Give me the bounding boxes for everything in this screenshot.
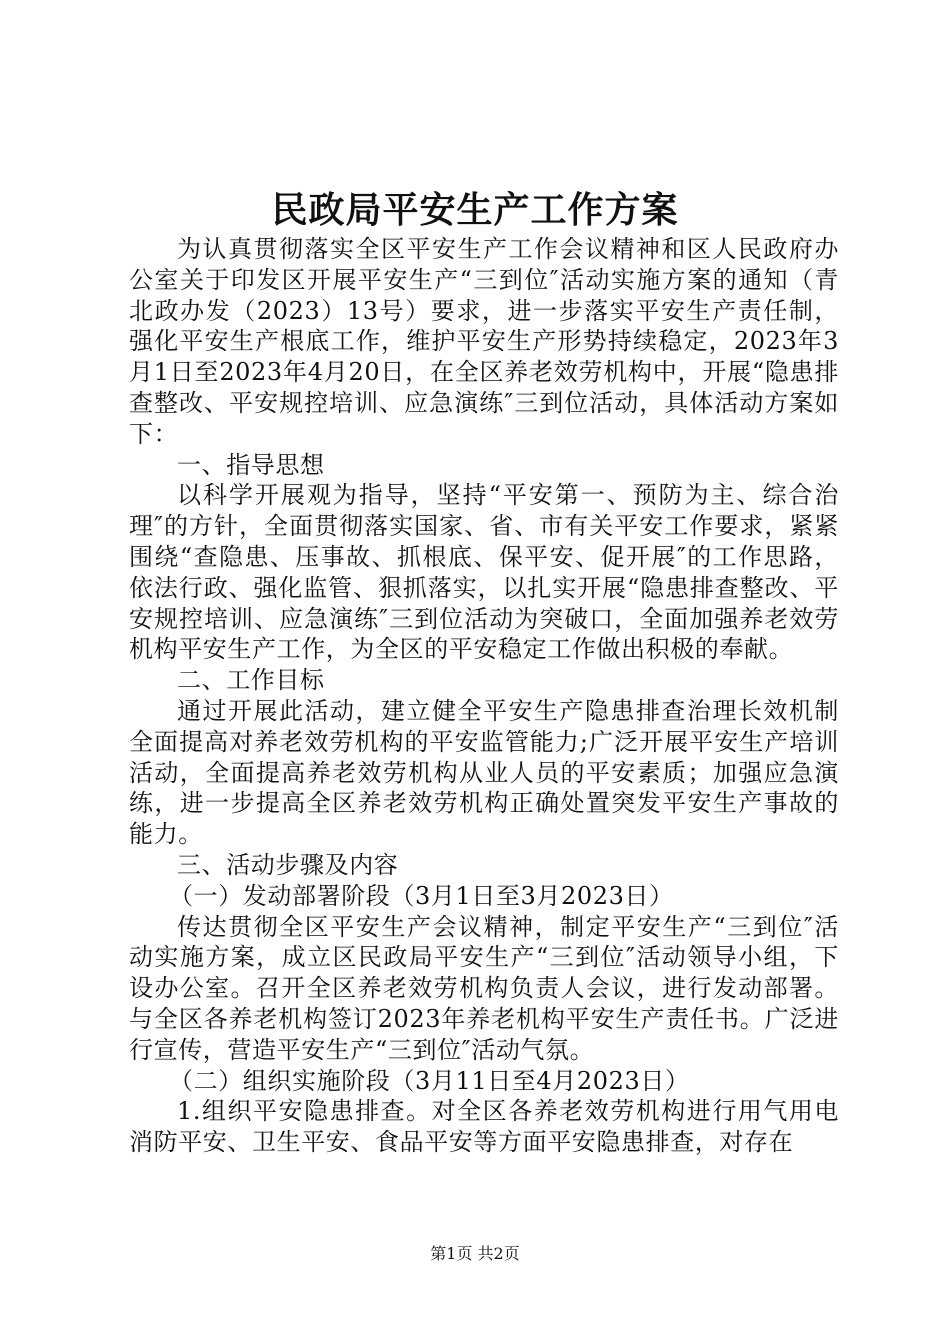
- section-heading-guiding-ideology: 一、指导思想: [177, 450, 325, 479]
- mobilization-paragraph: 传达贯彻全区平安生产会议精神，制定平安生产“三到位″活动实施方案，成立区民政局平安生产“三到位″活动领导小组，下设办公室。召开全区养老效劳机构负责人会议，进行发动部署。与全区各养老机构签订2023年养老机构平安生产责任书。广泛进行宣传，营造平安生产“三到位″活动气氛。: [129, 912, 839, 1064]
- implementation-paragraph: 1.组织平安隐患排查。对全区各养老效劳机构进行用气用电消防平安、卫生平安、食品平安等方面平安隐患排查，对存在: [129, 1097, 839, 1157]
- guiding-ideology-paragraph: 以科学开展观为指导，坚持“平安第一、预防为主、综合治理″的方针，全面贯彻落实国家、省、市有关平安工作要求，紧紧围绕“查隐患、压事故、抓根底、保平安、促开展″的工作思路，依法行政、强化监管、狠抓落实，以扎实开展“隐患排查整改、平安规控培训、应急演练″三到位活动为突破口，全面加强养老效劳机构平安生产工作，为全区的平安稳定工作做出积极的奉献。: [129, 481, 839, 664]
- subsection-heading-implementation: （二）组织实施阶段（3月11日至4月2023日）: [169, 1066, 690, 1095]
- document-title: 民政局平安生产工作方案: [271, 189, 679, 231]
- subsection-heading-mobilization: （一）发动部署阶段（3月1日至3月2023日）: [169, 881, 674, 910]
- intro-paragraph: 为认真贯彻落实全区平安生产工作会议精神和区人民政府办公室关于印发区开展平安生产“三到位″活动实施方案的通知（青北政办发（2023）13号）要求，进一步落实平安生产责任制，强化平安生产根底工作，维护平安生产形势持续稳定，2023年3月1日至2023年4月20日，在全区养老效劳机构中，开展“隐患排查整改、平安规控培训、应急演练″三到位活动，具体活动方案如下：: [129, 235, 839, 448]
- section-heading-work-goals: 二、工作目标: [177, 666, 325, 695]
- document-body: [129, 234, 839, 1158]
- page-footer: 第1页 共2页: [430, 1244, 520, 1263]
- work-goals-paragraph: 通过开展此活动，建立健全平安生产隐患排查治理长效机制全面提高对养老效劳机构的平安监管能力;广泛开展平安生产培训活动，全面提高养老效劳机构从业人员的平安素质；加强应急演练，进一步提高全区养老效劳机构正确处置突发平安生产事故的能力。: [129, 696, 839, 849]
- section-heading-activity-steps: 三、活动步骤及内容: [177, 850, 399, 879]
